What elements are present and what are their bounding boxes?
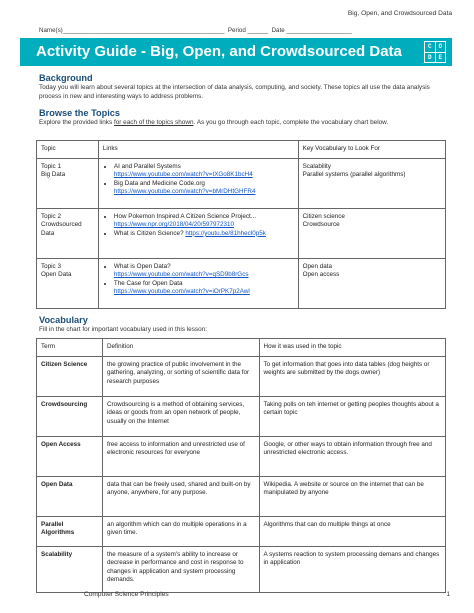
title-banner — [20, 38, 452, 66]
links-cell — [98, 208, 298, 258]
link-title: What is Citizen Science? — [113, 229, 184, 237]
topic-number: Topic 2 — [41, 212, 61, 220]
definition-cell: data that can be freely used, shared and built-on by anyone, anywhere, for any purpose. — [102, 476, 259, 516]
vocab-cell — [298, 158, 445, 208]
video-link[interactable]: https://www.youtube.com/watch?v=tXGo8K1bcH4 — [113, 171, 253, 179]
vocab-term: Crowdsource — [302, 221, 340, 229]
link-title: Big Data and Medicine Code.org — [113, 179, 205, 187]
video-link[interactable]: https://www.youtube.com/watch?v=iOrPK7p2Awl — [113, 288, 250, 296]
browse-heading: Browse the Topics — [39, 108, 120, 118]
topics-table — [36, 140, 446, 309]
link-item — [114, 163, 294, 180]
vocabulary-table — [36, 338, 446, 593]
term-cell: Open Access — [37, 436, 103, 476]
logo-letter: O — [436, 42, 446, 52]
usage-cell: Algorithms that can do multiple things at once — [259, 516, 445, 546]
term-cell: Parallel Algorithms — [37, 516, 103, 546]
table-row — [37, 356, 446, 396]
definition-cell: the growing practice of public involvement in the gathering, analyzing, or sorting of scientific data for research purposes — [102, 356, 259, 396]
usage-cell: A systems reaction to system processing demans and changes in application — [259, 546, 445, 592]
vocab-term: Open data — [302, 262, 332, 270]
column-header: Key Vocabulary to Look For — [298, 141, 445, 159]
table-row — [37, 516, 446, 546]
table-row — [37, 208, 446, 258]
video-link[interactable]: https://youtu.be/81hhecl0p5k — [185, 229, 266, 237]
browse-instructions — [39, 119, 449, 128]
topic-name: Big Data — [41, 171, 66, 179]
logo-letter: C — [425, 42, 435, 52]
link-item — [114, 263, 294, 280]
topic-cell — [37, 258, 99, 308]
table-header-row — [37, 339, 446, 357]
column-header: Definition — [102, 339, 259, 357]
definition-cell: free access to information and unrestricted use of electronic resources for everyone — [102, 436, 259, 476]
link-title: AI and Parallel Systems — [113, 162, 181, 170]
term-cell: Crowdsourcing — [37, 396, 103, 436]
column-header: Topic — [37, 141, 99, 159]
background-heading: Background — [39, 73, 93, 83]
article-link[interactable]: https://www.npr.org/2018/04/20/597972310 — [113, 221, 235, 229]
browse-text-after: . As you go through each topic, complete the vocabulary chart below. — [193, 119, 389, 126]
column-header: Links — [98, 141, 298, 159]
usage-cell: To get information that goes into data tables (dog heights or weights are submitted by the dogs owner) — [259, 356, 445, 396]
topic-cell — [37, 208, 99, 258]
browse-text-underlined: for each of the topics shown — [113, 119, 194, 126]
definition-cell: Crowdsourcing is a method of obtaining services, ideas or goods from an open network of people, usually on the Internet — [102, 396, 259, 436]
usage-cell: Taking polls on teh internet or getting peoples thoughts about a certain topic — [259, 396, 445, 436]
link-item — [114, 213, 294, 230]
definition-cell: an algorithm which can do multiple operations in a given time. — [102, 516, 259, 546]
table-row — [37, 546, 446, 592]
vocabulary-instructions: Fill in the chart for important vocabulary used in this lesson: — [39, 326, 208, 333]
topic-cell — [37, 158, 99, 208]
vocabulary-heading: Vocabulary — [39, 315, 88, 325]
table-row — [37, 258, 446, 308]
term-cell: Citizen Science — [37, 356, 103, 396]
topic-name: Open Data — [41, 271, 72, 279]
vocab-term: Parallel systems (parallel algorithms) — [302, 171, 406, 179]
table-row — [37, 158, 446, 208]
usage-cell: Wikipedia. A website or source on the internet that can be manipulated by anyone — [259, 476, 445, 516]
column-header: Term — [37, 339, 103, 357]
vocab-cell — [298, 208, 445, 258]
vocab-cell — [298, 258, 445, 308]
vocab-term: Open access — [302, 271, 340, 279]
video-link[interactable]: https://www.youtube.com/watch?v=bMrDHtGHFR4 — [113, 188, 256, 196]
name-period-date-line: Name(s)_______________________________________________ Period ______ Date ___________________ — [39, 27, 352, 34]
link-title: How Pokemon Inspired A Citizen Science Project... — [113, 212, 257, 220]
column-header: How it was used in the topic — [259, 339, 445, 357]
link-item — [114, 230, 294, 239]
document-header-title: Big, Open, and Crowdsourced Data — [347, 10, 452, 17]
page-title: Activity Guide - Big, Open, and Crowdsourced Data — [36, 43, 402, 60]
topic-name: Crowdsourced Data — [41, 221, 82, 237]
vocab-term: Scalability — [302, 162, 331, 170]
link-title: The Case for Open Data — [113, 279, 183, 287]
term-cell: Open Data — [37, 476, 103, 516]
links-cell — [98, 158, 298, 208]
logo-letter: D — [425, 53, 435, 63]
background-text: Today you will learn about several topics at the intersection of data analysis, computing, and society. These topics all use the data analysis process in new and interesting ways to address problems. — [39, 84, 430, 100]
video-link[interactable]: https://www.youtube.com/watch?v=qSD9b8rGcs — [113, 271, 249, 279]
usage-cell: Google, or other ways to obtain information through free and unrestricted electronic access. — [259, 436, 445, 476]
links-cell — [98, 258, 298, 308]
table-row — [37, 396, 446, 436]
table-header-row — [37, 141, 446, 159]
topic-number: Topic 3 — [41, 262, 61, 270]
topic-number: Topic 1 — [41, 162, 61, 170]
vocab-term: Citizen science — [302, 212, 345, 220]
term-cell: Scalability — [37, 546, 103, 592]
table-row — [37, 476, 446, 516]
logo-letter: E — [436, 53, 446, 63]
link-item — [114, 280, 294, 297]
footer-course-name: Computer Science Principles — [84, 591, 169, 598]
link-item — [114, 180, 294, 197]
table-row — [37, 436, 446, 476]
definition-cell: the measure of a system's ability to increase or decrease in performance and cost in response to changes in application and system processing demands. — [102, 546, 259, 592]
link-title: What is Open Data? — [113, 262, 171, 270]
code-logo — [424, 41, 446, 63]
page-number: 1 — [446, 591, 450, 598]
browse-text-before: Explore the provided links — [39, 119, 114, 126]
